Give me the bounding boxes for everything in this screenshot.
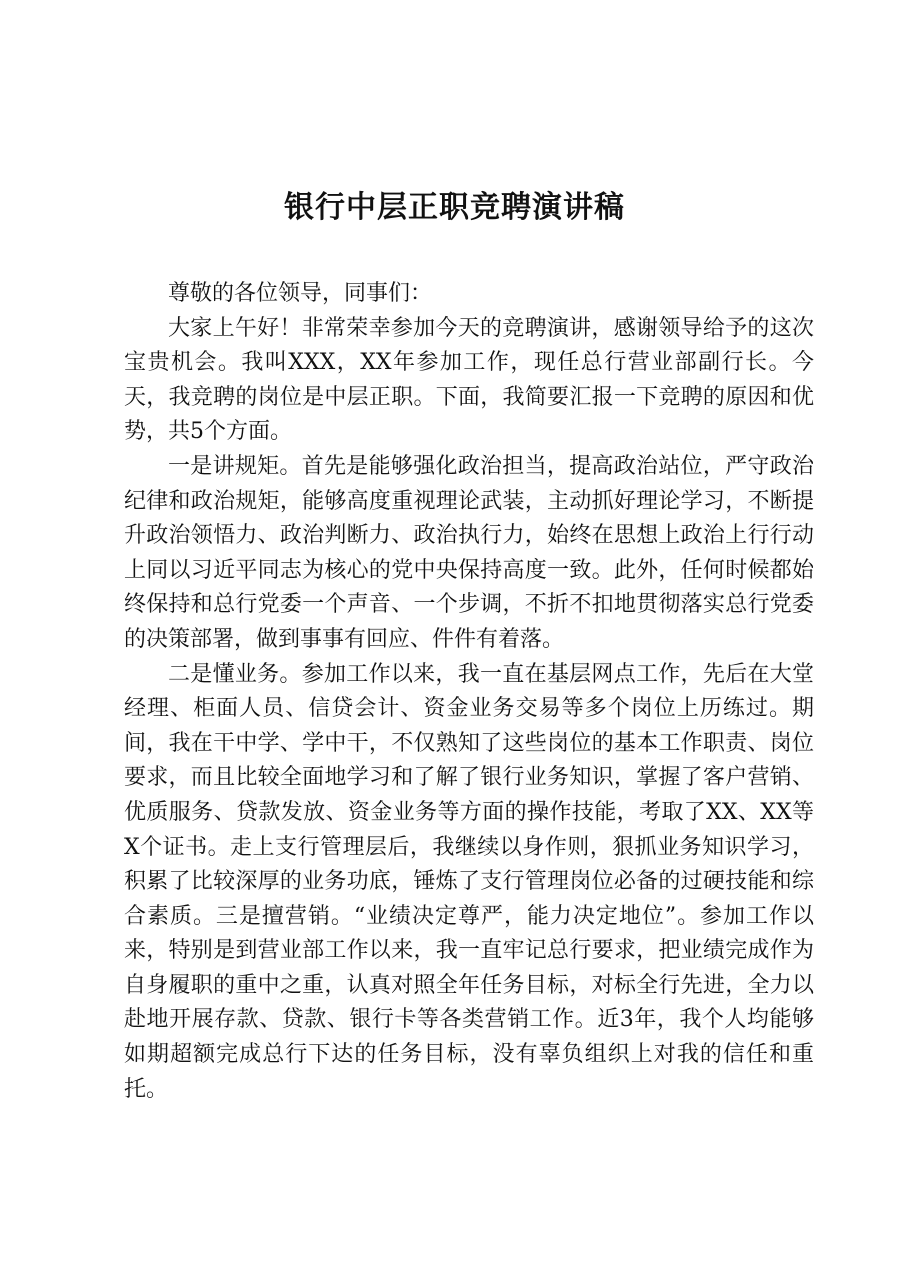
paragraph-rules: 一是讲规矩。首先是能够强化政治担当，提高政治站位，严守政治纪律和政治规矩，能够高度重视理论武装，主动抓好理论学习，不断提升政治领悟力、政治判断力、政治执行力，始终在思想上政治上行行动上同以习近平同志为核心的党中央保持高度一致。此外，任何时候都始终保持和总行党委一个声音、一个步调，不折不扣地贯彻落实总行党委的决策部署，做到事事有回应、件件有着落。 [124,453,814,652]
document-title: 银行中层正职竞聘演讲稿 [284,190,625,225]
paragraph-business: 二是懂业务。参加工作以来，我一直在基层网点工作，先后在大堂经理、柜面人员、信贷会计、资金业务交易等多个岗位上历练过。期间，我在干中学、学中干，不仅熟知了这些岗位的基本工作职责、岗位要求，而且比较全面地学习和了解了银行业务知识，掌握了客户营销、优质服务、贷款发放、资金业务等方面的操作技能，考取了XX、XX等X个证书。走上支行管理层后，我继续以身作则，狠抓业务知识学习，积累了比较深厚的业务功底，锤炼了支行管理岗位必备的过硬技能和综合素质。三是擅营销。“业绩决定尊严，能力决定地位”。参加工作以来，特别是到营业部工作以来，我一直牢记总行要求，把业绩完成作为自身履职的重中之重，认真对照全年任务目标，对标全行先进，全力以赴地开展存款、贷款、银行卡等各类营销工作。近3年，我个人均能够如期超额完成总行下达的任务目标，没有辜负组织上对我的信任和重托。 [124,661,814,1102]
document-body [124,277,814,1107]
paragraph-intro: 大家上午好！非常荣幸参加今天的竞聘演讲，感谢领导给予的这次宝贵机会。我叫XXX，XX年参加工作，现任总行营业部副行长。今天，我竞聘的岗位是中层正职。下面，我简要汇报一下竞聘的原因和优势，共5个方面。 [124,315,815,445]
salutation: 尊敬的各位领导，同事们： [168,281,433,306]
